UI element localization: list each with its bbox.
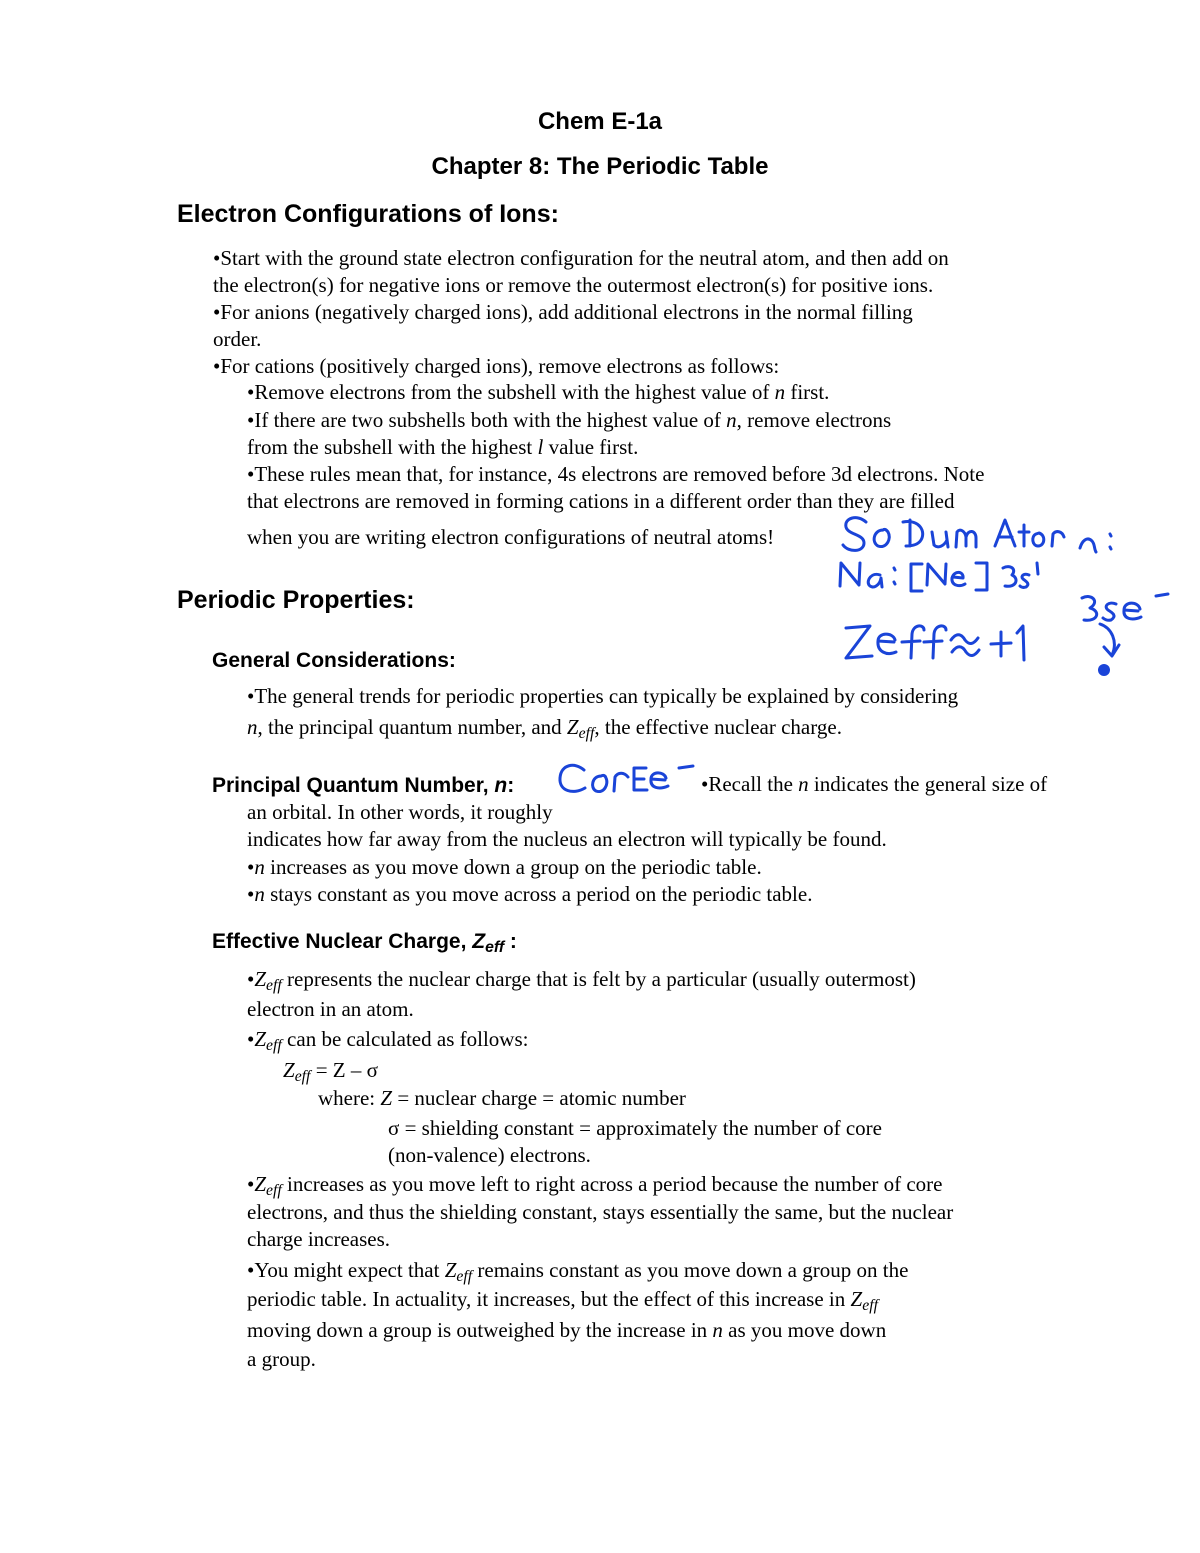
equation-sigma-line: σ = shielding constant = approximately the number of core xyxy=(388,1116,882,1140)
equation-sigma-line-2: (non-valence) electrons. xyxy=(388,1143,591,1167)
handwritten-n-colon xyxy=(1080,534,1111,552)
subheading-effective-nuclear-charge: Effective Nuclear Charge, $Z_{eff}$ : xyxy=(212,930,517,956)
enc-line-3: $•Z_{eff}$ can be calculated as follows: xyxy=(247,1027,529,1054)
handwritten-core-electrons xyxy=(560,765,693,791)
ions-rule-2-cont: from the subshell with the highest l value first. xyxy=(247,435,639,459)
subheading-principal-quantum-number: Principal Quantum Number, n: xyxy=(212,774,515,797)
enc-line-6: charge increases. xyxy=(247,1227,391,1251)
equation-where-line: where: Z = nuclear charge = atomic number xyxy=(318,1086,686,1110)
ions-line-2: the electron(s) for negative ions or remove the outermost electron(s) for positive ions. xyxy=(213,273,934,297)
handwritten-zeff-approx xyxy=(846,626,1024,660)
zeff-equation: $Z_{eff} = Z - \sigma$ xyxy=(283,1058,378,1085)
general-line-1: •The general trends for periodic properties can typically be explained by considering xyxy=(247,684,959,708)
ions-rule-2: •If there are two subshells both with the highest value of n, remove electrons xyxy=(247,408,892,432)
ions-line-4: order. xyxy=(213,327,262,351)
handwritten-electron-dot xyxy=(1098,664,1110,676)
ions-line-1: •Start with the ground state electron configuration for the neutral atom, and then add on xyxy=(213,246,949,270)
section-heading-periodic: Periodic Properties: xyxy=(177,586,415,614)
ions-rule-3: •These rules mean that, for instance, 4s electrons are removed before 3d electrons. Note xyxy=(247,462,985,486)
handwritten-3s-electron xyxy=(1082,594,1168,620)
section-heading-ions: Electron Configurations of Ions: xyxy=(177,200,559,228)
enc-line-4: $•Z_{eff}$ increases as you move left to right across a period because the number of core xyxy=(247,1172,943,1199)
subheading-general: General Considerations: xyxy=(212,649,456,672)
handwritten-arrow xyxy=(1100,624,1119,656)
handwritten-na-configuration xyxy=(840,563,1038,591)
general-line-2: n, the principal quantum number, and $Z_{eff}$, the effective nuclear charge. xyxy=(247,715,842,742)
pqn-line-2: an orbital. In other words, it roughly xyxy=(247,800,553,824)
enc-line-10: a group. xyxy=(247,1347,316,1371)
course-title: Chem E-1a xyxy=(537,108,663,135)
pqn-line-1: •Recall the n indicates the general size of xyxy=(701,772,1048,796)
enc-line-9: moving down a group is outweighed by the increase in n as you move down xyxy=(247,1318,887,1342)
pqn-line-5: •n stays constant as you move across a period on the periodic table. xyxy=(247,882,813,906)
chapter-title: Chapter 8: The Periodic Table xyxy=(431,153,769,180)
enc-line-7: •You might expect that $Z_{eff}$ remains constant as you move down a group on the xyxy=(247,1258,909,1285)
ions-line-3: •For anions (negatively charged ions), add additional electrons in the normal filling xyxy=(213,300,913,324)
ions-rule-3-cont: that electrons are removed in forming cations in a different order than they are filled xyxy=(247,489,955,513)
ions-rule-3-end: when you are writing electron configurations of neutral atoms! xyxy=(247,525,775,549)
enc-line-1: $•Z_{eff}$ represents the nuclear charge that is felt by a particular (usually outermost) xyxy=(247,967,916,994)
handwritten-sodium-atom xyxy=(843,518,1064,551)
pqn-line-3: indicates how far away from the nucleus an electron will typically be found. xyxy=(247,827,887,851)
ions-rule-1: •Remove electrons from the subshell with the highest value of n first. xyxy=(247,380,830,404)
enc-line-5: electrons, and thus the shielding constant, stays essentially the same, but the nuclear xyxy=(247,1200,954,1224)
enc-line-2: electron in an atom. xyxy=(247,997,414,1021)
pqn-line-4: •n increases as you move down a group on the periodic table. xyxy=(247,855,762,879)
ions-line-5: •For cations (positively charged ions), remove electrons as follows: xyxy=(213,354,780,378)
enc-line-8: periodic table. In actuality, it increases, but the effect of this increase in $Z_{eff}$ xyxy=(247,1287,878,1314)
